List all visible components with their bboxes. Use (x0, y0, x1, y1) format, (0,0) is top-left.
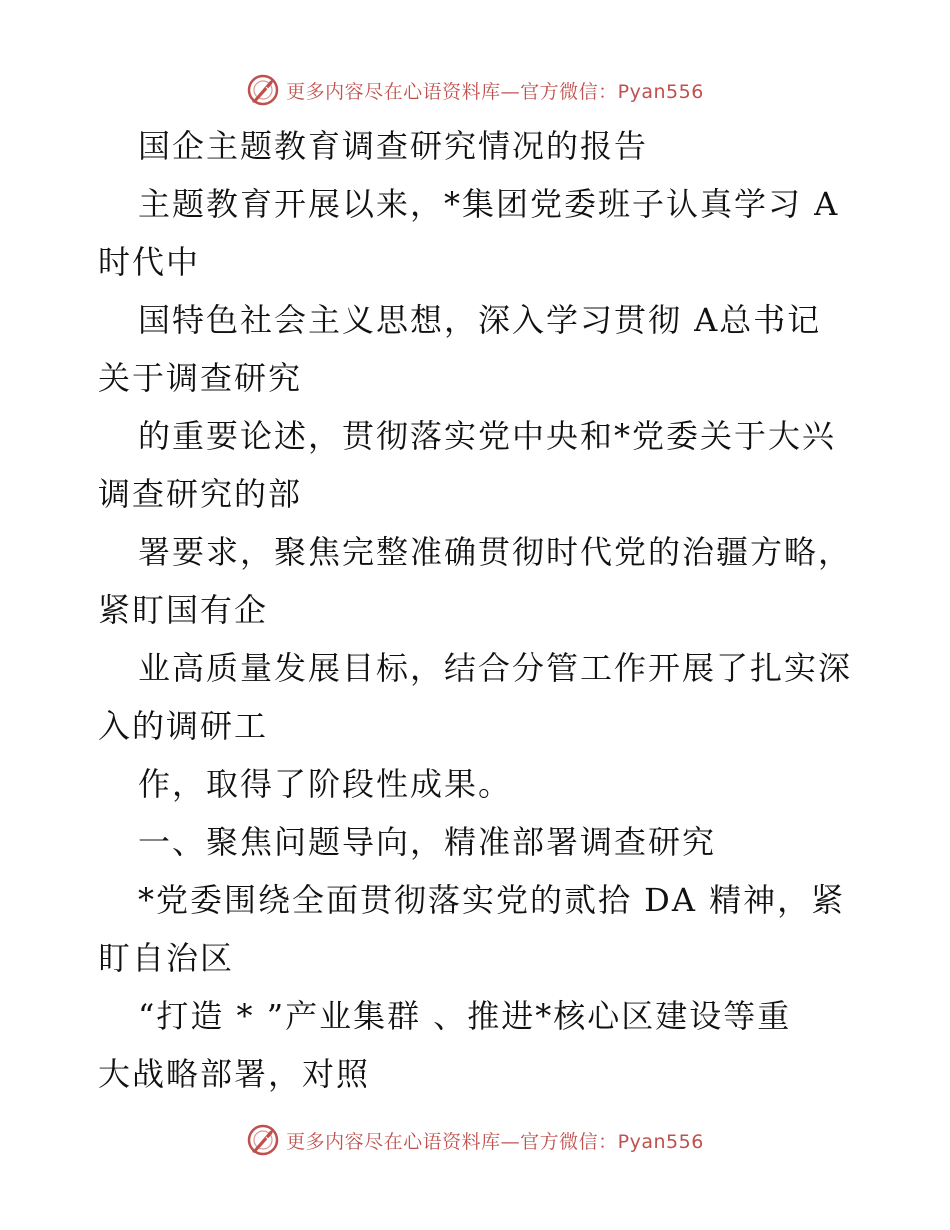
banner-text (286, 1127, 704, 1154)
text-line: *党委围绕全面贯彻落实党的贰拾 DA 精神，紧 (138, 881, 846, 919)
document-body (98, 117, 878, 1103)
header-watermark-banner (0, 70, 950, 110)
text-line: 业高质量发展目标，结合分管工作开展了扎实深 (138, 649, 853, 687)
banner-text (286, 77, 704, 104)
text-line: 主题教育开展以来，*集团党委班子认真学习 A (138, 185, 840, 223)
text-line: 关于调查研究 (98, 359, 303, 397)
text-line: 署要求，聚焦完整准确贯彻时代党的治疆方略， (138, 533, 853, 571)
banner-site-text: 更多内容尽在心语资料库—官方微信： (286, 1130, 618, 1153)
banner-wechat-id: Pyan556 (617, 80, 704, 103)
quill-pen-logo-icon (246, 73, 280, 107)
text-line: “打造 * ”产业集群 、推进*核心区建设等重 (138, 997, 792, 1035)
text-line: 国特色社会主义思想，深入学习贯彻 A总书记 (138, 301, 822, 339)
text-line: 紧盯国有企 (98, 591, 269, 629)
text-line: 盯自治区 (98, 939, 235, 977)
text-line: 入的调研工 (98, 707, 269, 745)
quill-pen-logo-icon (246, 1123, 280, 1157)
text-line: 大战略部署，对照 (98, 1055, 371, 1093)
footer-watermark-banner (0, 1120, 950, 1160)
banner-site-text: 更多内容尽在心语资料库—官方微信： (286, 80, 618, 103)
text-line: 作，取得了阶段性成果。 (138, 765, 513, 803)
text-line: 一、聚焦问题导向，精准部署调查研究 (138, 823, 717, 861)
text-line: 调查研究的部 (98, 475, 303, 513)
document-title: 国企主题教育调查研究情况的报告 (138, 127, 649, 165)
text-line: 的重要论述，贯彻落实党中央和*党委关于大兴 (138, 417, 837, 455)
text-line: 时代中 (98, 243, 201, 281)
banner-wechat-id: Pyan556 (617, 1130, 704, 1153)
